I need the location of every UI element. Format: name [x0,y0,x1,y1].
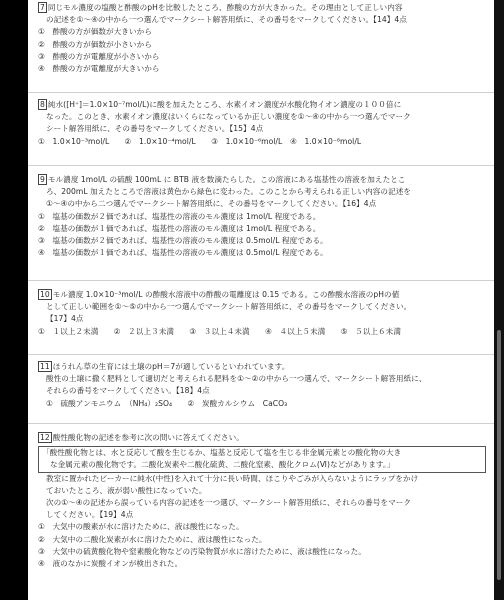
question-text: として正しい範囲を①～⑤の中から一つ選んでマークシート解答用紙に、その番号をマークしてください。 [46,302,412,312]
question-text: モル濃度 1mol/L の硫酸 100mL に BTB 液を数滴たらした。この溶液にある塩基性の溶液を加えたとこ [47,175,406,184]
divider [28,280,494,281]
reference-text: な金属元素の酸化物です。二酸化炭素や二酸化硫黄、二酸化窒素、酸化クロム(Ⅵ)などがあります。」 [50,460,395,470]
question-11 [38,361,486,410]
question-number: 7 [40,3,45,12]
question-7 [38,2,486,75]
question-text: なった。このとき、水素イオン濃度はいくらになっているか正しい濃度を①～④の中から一つ選んでマーク [46,112,411,122]
question-number: 8 [40,100,45,109]
choice-row: ① 硫酸アンモニウム （NH₄）₂SO₄ ② 炭酸カルシウム CaCO₃ [46,398,288,408]
question-text: 酸性酸化物の記述を参考に次の問いに答えてください。 [52,433,244,442]
question-text: 次の①～④の記述から誤っている内容の記述を一つ選び、マークシート解答用紙に、それらの番号をマーク [46,498,412,508]
document-page [28,0,494,600]
choice: ② 大気中の二酸化炭素が水に溶けたために、液は酸性になった。 [38,534,267,544]
choice: ③ 酢酸の方が電離度が小さいから [38,51,160,61]
divider [28,423,494,424]
question-number: 12 [40,433,50,442]
question-10 [38,289,486,338]
question-text: シート解答用紙に、その番号をマークしてください。【15】4点 [46,124,264,134]
question-text: の記述を①～④の中から一つ選んでマークシート解答用紙に、その番号をマークしてください。【14】4点 [46,15,407,25]
choice: ④ 塩基の価数が１価であれば、塩基性の溶液のモル濃度は 0.5mol/L 程度である。 [38,248,328,258]
choice: ① 塩基の価数が２価であれば、塩基性の溶液のモル濃度は 1mol/L 程度である。 [38,211,321,221]
question-text: 同じモル濃度の塩酸と酢酸のpHを比較したところ、酢酸の方が大きかった。その理由として正しい内容 [47,3,403,12]
question-number: 9 [40,175,45,184]
question-12 [38,432,486,570]
choice-row: ① 1.0×10⁻³mol/L ② 1.0×10⁻⁴mol/L ③ 1.0×10⁻⁶mol/L ④ 1.0×10⁻⁸mol/L [38,136,362,146]
choice-row: ① １以上２未満 ② ２以上３未満 ③ ３以上４未満 ④ ４以上５未満 ⑤ ５以上６未満 [38,326,401,336]
scrollbar-thumb[interactable] [497,330,501,580]
question-text: 純水([H⁺]＝1.0×10⁻⁷mol/L)に酸を加えたところ、水素イオン濃度が水酸化物イオン濃度の１００倍に [47,100,402,109]
choice: ② 塩基の価数が１価であれば、塩基性の溶液のモル濃度は 1mol/L 程度である。 [38,223,321,233]
divider [28,354,494,355]
question-number: 10 [40,290,50,299]
question-text: してください。【19】4点 [46,510,134,520]
choice: ① 大気中の酸素が水に溶けたために、液は酸性になった。 [38,522,244,532]
divider [28,165,494,166]
reference-text: 「酸性酸化物とは、水と反応して酸を生じるか、塩基と反応して塩を生じる非金属元素との酸化物の大き [42,448,402,458]
choice: ④ 液のなかに炭酸イオンが検出された。 [38,559,183,569]
choice: ④ 酢酸の方が電離度が大きいから [38,64,160,74]
question-text: モル濃度 1.0×10⁻³mol/L の酢酸水溶液中の酢酸の電離度は 0.15 である。この酢酸水溶液のpHの値 [52,290,400,299]
reference-box [38,446,486,472]
question-text: ておいたところ、液が弱い酸性になっていた。 [46,485,207,495]
question-8 [38,99,486,148]
question-text: ろ、200mL 加えたところで溶液は黄色から緑色に変わった。このことから考えられる正しい内容の記述を [46,187,412,197]
question-text: 【17】4点 [46,314,84,324]
question-text: ほうれん草の生育には土壌のpH＝7が適しているといわれています。 [52,362,290,371]
choice: ① 酢酸の方が価数が大きいから [38,27,152,37]
choice: ③ 大気中の硫黄酸化物や窒素酸化物などの汚染物質が水に溶けたために、液は酸性になった。 [38,546,366,556]
question-text: それらの番号をマークしてください。【18】4点 [46,386,210,396]
choice: ② 酢酸の方が価数が小さいから [38,39,152,49]
question-9 [38,174,486,259]
question-text: 教室に置かれたビーカーに純水(中性)を入れて十分に長い時間、ほこりやごみが入らないようにラップをかけ [46,473,419,483]
choice: ③ 塩基の価数が２価であれば、塩基性の溶液のモル濃度は 0.5mol/L 程度である。 [38,236,328,246]
question-text: 酸性の土壌に撒く肥料として適切だと考えられる肥料を①～②の中から一つ選んで、マークシート解答用紙に、 [46,374,427,384]
question-text: ①～④の中から二つ選んでマークシート解答用紙に、その番号をマークしてください。【16】4点 [46,199,377,209]
question-number: 11 [40,362,50,371]
divider [28,92,494,93]
